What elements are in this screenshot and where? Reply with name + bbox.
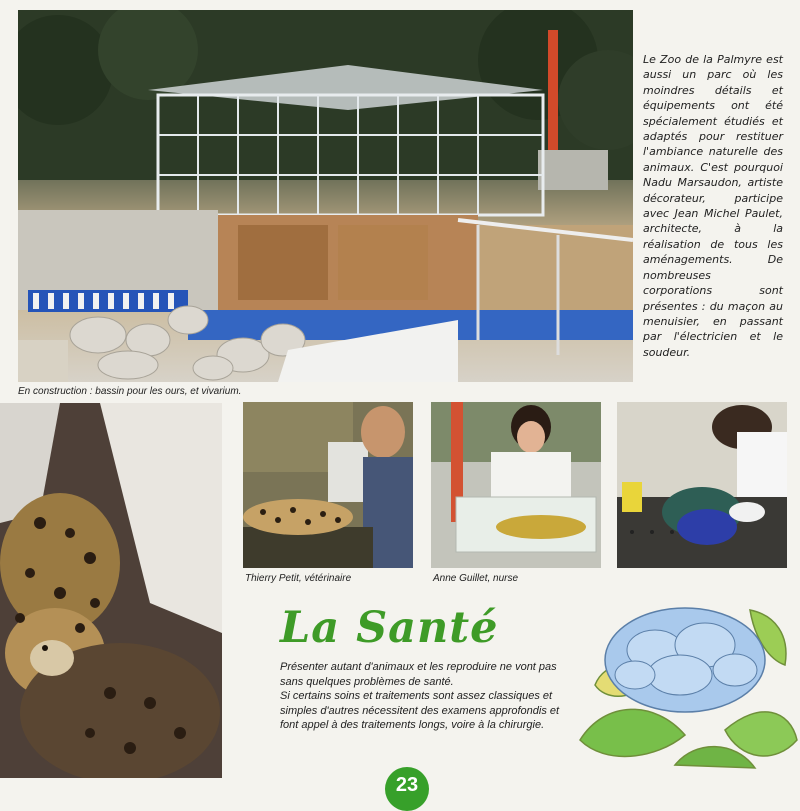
intro-paragraph: Le Zoo de la Palmyre est aussi un parc où les moindres détails et équipements ont été spécialement étudiés et adaptés pour restituer l'ambiance naturelle des animaux. C'est pourquoi Nadu Marsaudon, artiste décorateur, participe avec Jean Michel Paulet, architecte, à la réalisation de tous les aménagements. De nombreuses corporations sont présentes : du maçon au menuisier, en passant par l'électricien et le soudeur.	[643, 53, 783, 359]
page-number-badge: 23	[385, 767, 429, 811]
section-body	[280, 660, 580, 733]
vet-photo	[243, 402, 413, 568]
leopard-photo	[0, 403, 222, 778]
construction-caption: En construction : bassin pour les ours, et vivarium.	[18, 386, 242, 397]
nurse-caption: Anne Guillet, nurse	[433, 573, 519, 584]
flower-illustration	[575, 590, 800, 780]
section-paragraph-2: Si certains soins et traitements sont assez classiques et simples d'autres nécessitent des examens approfondis et font appel à des traitements longs, voire à la chirurgie.	[280, 690, 560, 731]
section-paragraph-1: Présenter autant d'animaux et les reproduire ne vont pas sans quelques problèmes de santé.	[280, 661, 557, 688]
lab-photo	[617, 402, 787, 568]
construction-photo	[18, 10, 633, 382]
vet-caption: Thierry Petit, vétérinaire	[245, 573, 352, 584]
section-title: La Santé	[280, 603, 499, 653]
nurse-photo	[431, 402, 601, 568]
